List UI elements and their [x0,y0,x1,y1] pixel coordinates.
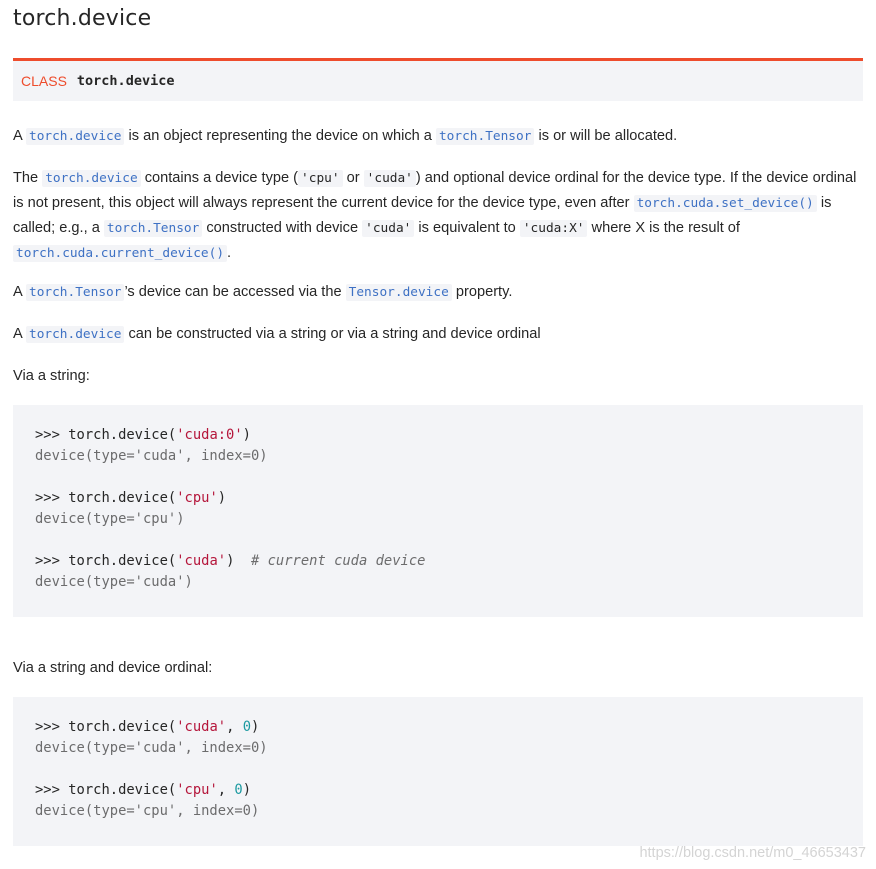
call: torch.device( [68,782,177,798]
code-line [35,551,841,572]
literal-cuda: 'cuda' [362,220,414,237]
code-output: device(type='cuda', index=0) [35,448,268,464]
code-block-string[interactable] [13,405,863,617]
link-tensor-device[interactable]: Tensor.device [346,284,452,301]
paragraph-device-type [13,166,863,266]
class-signature [13,58,863,101]
text: ) and optional device ordinal for the device type. If the device ordinal is not present, this object will always represent the current device for the device type, even after [13,170,857,211]
via-ordinal-heading: Via a string and device ordinal: [13,660,213,676]
number-arg: 0 [242,719,251,735]
call-end: ) [251,719,260,735]
page-title: torch.device [13,6,152,31]
text: ’s device can be accessed via the [124,284,346,300]
link-torch-device[interactable]: torch.device [26,128,124,145]
watermark: https://blog.csdn.net/m0_46653437 [639,845,866,861]
link-set-device[interactable]: torch.cuda.set_device() [634,195,817,212]
string-arg: 'cuda' [176,553,227,569]
prompt: >>> [35,553,69,569]
link-torch-device[interactable]: torch.device [42,170,140,187]
text: A [13,326,26,342]
paragraph-intro [13,124,863,149]
call: torch.device( [68,719,177,735]
text: can be constructed via a string or via a string and device ordinal [124,326,541,342]
text: or [342,170,364,186]
literal-cpu: 'cpu' [298,170,343,187]
link-torch-tensor[interactable]: torch.Tensor [436,128,534,145]
text: is equivalent to [414,220,520,236]
code-line [35,780,841,801]
text: The [13,170,43,186]
class-keyword: CLASS [21,73,67,89]
call: torch.device( [68,490,177,506]
number-arg: 0 [234,782,243,798]
string-arg: 'cpu' [176,490,218,506]
prompt: >>> [35,719,69,735]
text: constructed with device [202,220,363,236]
prompt: >>> [35,490,69,506]
text: is an object representing the device on which a [124,128,436,144]
string-arg: 'cuda' [176,719,227,735]
code-line [35,425,841,446]
text: A [13,284,26,300]
link-current-device[interactable]: torch.cuda.current_device() [13,245,227,262]
paragraph-construct [13,322,863,347]
link-torch-tensor[interactable]: torch.Tensor [26,284,124,301]
call: torch.device( [68,427,177,443]
separator: , [226,719,243,735]
code-output: device(type='cpu', index=0) [35,803,260,819]
paragraph-tensor-device [13,280,863,305]
text: where X is the result of [587,220,740,236]
call-end: ) [226,553,235,569]
text: contains a device type ( [140,170,299,186]
code-block-ordinal[interactable] [13,697,863,846]
separator: , [217,782,235,798]
string-arg: 'cpu' [176,782,218,798]
literal-cuda: 'cuda' [364,170,416,187]
literal-cuda-x: 'cuda:X' [520,220,588,237]
string-arg: 'cuda:0' [176,427,243,443]
text: A [13,128,26,144]
code-line [35,717,841,738]
link-torch-tensor[interactable]: torch.Tensor [104,220,202,237]
code-output: device(type='cuda', index=0) [35,740,268,756]
code-output: device(type='cuda') [35,574,193,590]
code-line [35,488,841,509]
text: is called; e.g., a [13,195,832,236]
class-name: torch.device [76,73,175,89]
call: torch.device( [68,553,177,569]
text: . [227,245,232,261]
prompt: >>> [35,782,69,798]
call-end: ) [242,427,251,443]
via-string-heading: Via a string: [13,368,90,384]
text: is or will be allocated. [534,128,678,144]
code-output: device(type='cpu') [35,511,185,527]
link-torch-device[interactable]: torch.device [26,326,124,343]
text: property. [451,284,513,300]
call-end: ) [217,490,227,506]
code-comment: # current cuda device [251,553,426,569]
prompt: >>> [35,427,69,443]
call-end: ) [242,782,252,798]
